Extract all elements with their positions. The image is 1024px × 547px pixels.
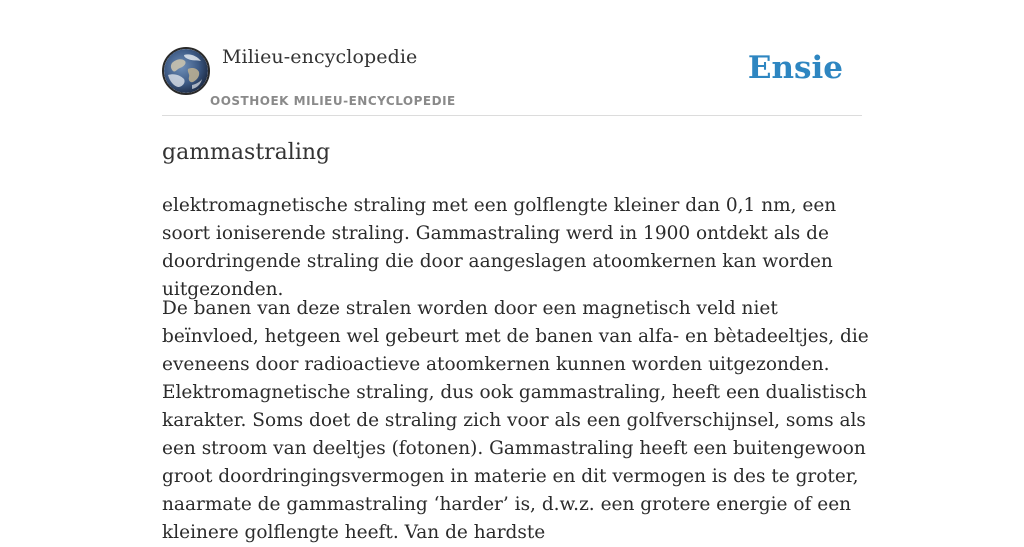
page xyxy=(162,0,869,543)
site-name[interactable]: Milieu-encyclopedie xyxy=(222,46,418,68)
article-title: gammastraling xyxy=(162,140,331,165)
ensie-logo-link[interactable]: Ensie xyxy=(747,50,843,86)
site-subtitle[interactable]: OOSTHOEK MILIEU-ENCYCLOPEDIE xyxy=(210,94,456,108)
article-paragraph: De banen van deze stralen worden door een magnetisch veld niet beïnvloed, hetgeen wel gebeurt met de banen van alfa- en bètadeeltjes, die eveneens door radioactieve atoomkernen kunnen worden uitgezonden. Elektromagnetische straling, dus ook gammastraling, heeft een dualistisch karakter. Soms doet de straling zich voor als een golfverschijnsel, soms als een stroom van deeltjes (fotonen). Gammastraling heeft een buitengewoon groot doordringingsvermogen in materie en dit vermogen is des te groter, naarmate de gammastraling ‘harder’ is, d.w.z. een grotere energie of een kleinere golflengte heeft. Van de hardste xyxy=(162,298,869,543)
article-paragraph: elektromagnetische straling met een golflengte kleiner dan 0,1 nm, een soort ioniserende straling. Gammastraling werd in 1900 ontdekt als de doordringende straling die door aangeslagen atoomkernen kan worden uitgezonden. xyxy=(162,195,837,300)
earth-globe-icon[interactable] xyxy=(162,47,210,95)
site-header xyxy=(162,0,862,116)
